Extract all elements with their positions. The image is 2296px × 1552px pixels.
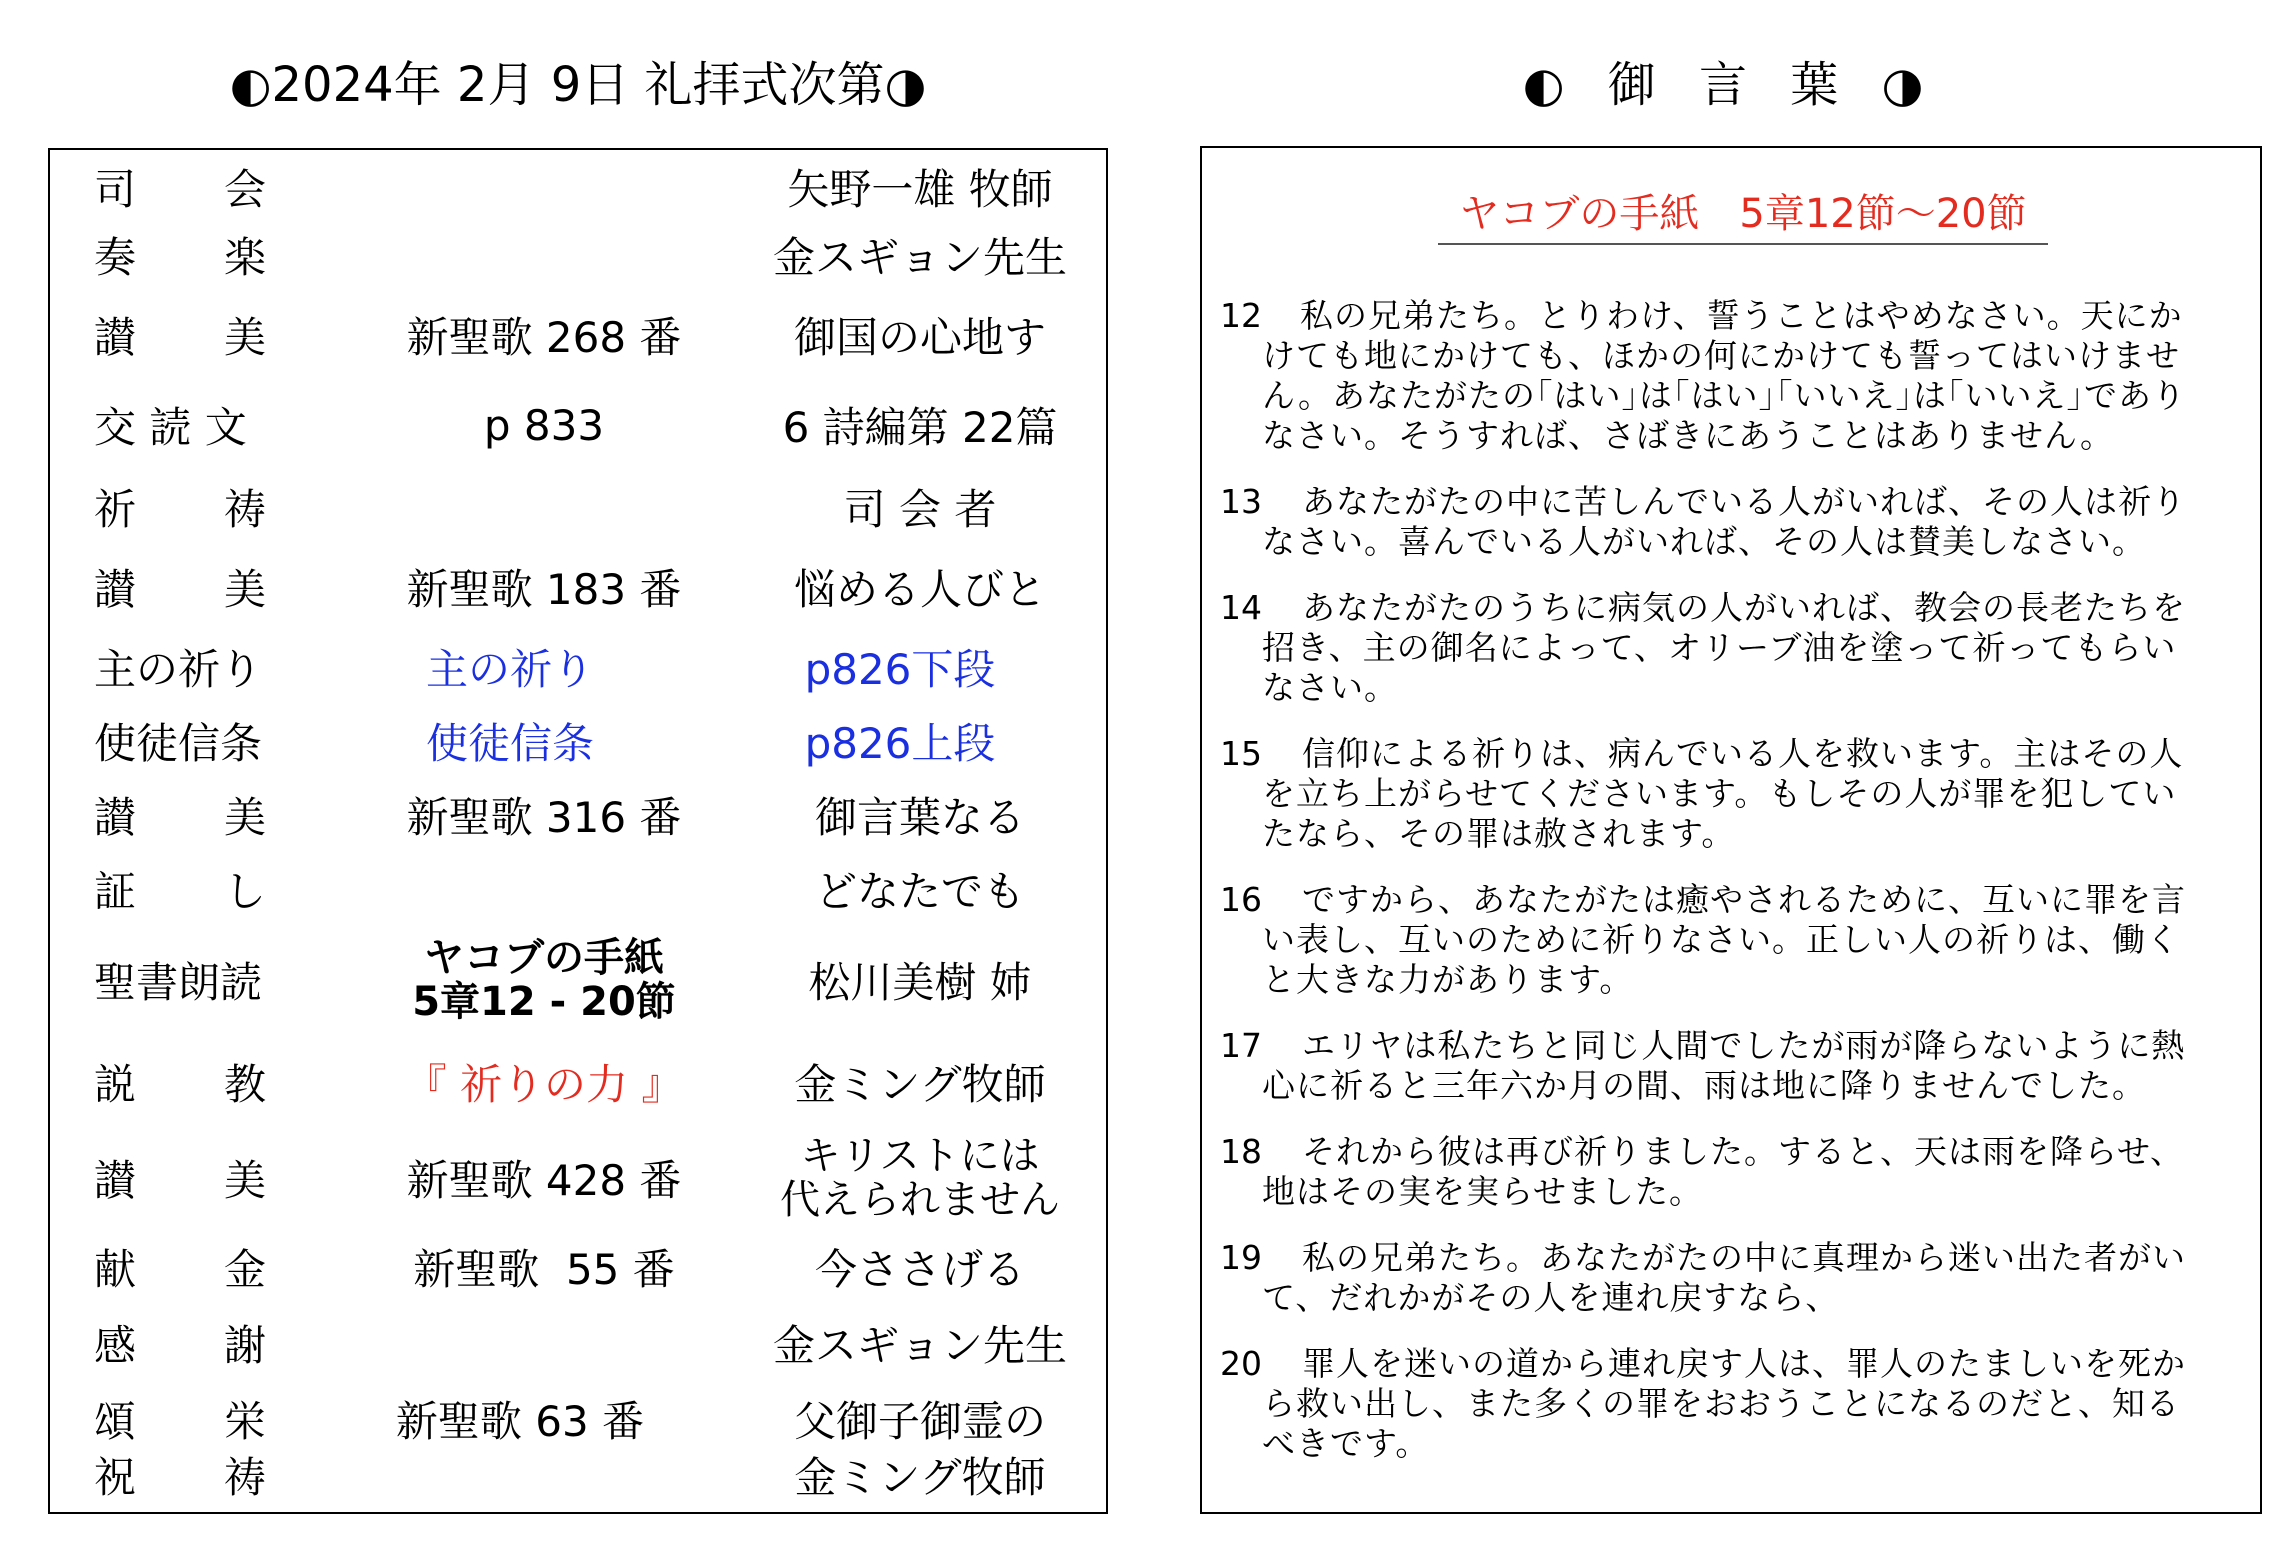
program-row-offering xyxy=(50,1232,1106,1302)
preacher: 金ミング牧師 xyxy=(794,1060,1046,1109)
item-name: 主の祈り xyxy=(94,645,263,694)
program-row-shikai xyxy=(50,154,1106,220)
verse-number: 18 xyxy=(1220,1132,1262,1171)
item-person: 金ミング牧師 xyxy=(794,1453,1046,1502)
program-row-thanksgiving xyxy=(50,1308,1106,1378)
item-name: 讃 美 xyxy=(94,1156,266,1205)
creed-page: p826上段 xyxy=(804,719,996,768)
verse-number: 15 xyxy=(1220,734,1262,773)
item-name: 交 読 文 xyxy=(94,403,247,452)
item-name: 献 金 xyxy=(94,1245,266,1294)
item-name: 使徒信条 xyxy=(94,719,263,768)
program-row-testimony xyxy=(50,854,1106,924)
verse-number: 20 xyxy=(1220,1344,1262,1383)
order-of-service-table xyxy=(48,148,1108,1514)
program-row-sanbi-1 xyxy=(50,300,1106,370)
verse-17: 17 エリヤは私たちと同じ人間でしたが雨が降らないように熱 心に祈ると三年六か月の間、雨は地に降りませんでした。 xyxy=(1220,1026,2186,1105)
hymn-number: 新聖歌 183 番 xyxy=(406,565,682,614)
item-name: 讃 美 xyxy=(94,313,266,362)
item-name: 証 し xyxy=(94,867,266,916)
lords-prayer-link: 主の祈り xyxy=(425,645,594,694)
creed-link: 使徒信条 xyxy=(425,719,594,768)
verse-number: 13 xyxy=(1220,482,1262,521)
program-row-lords-prayer xyxy=(50,632,1106,702)
sermon-title: 『 祈りの力 』 xyxy=(404,1060,684,1109)
program-row-koudokubun xyxy=(50,390,1106,460)
program-row-sougaku xyxy=(50,222,1106,288)
item-name: 祈 祷 xyxy=(94,485,266,534)
item-name: 感 謝 xyxy=(94,1321,266,1370)
program-row-scripture-reading xyxy=(50,928,1106,1032)
item-name: 司 会 xyxy=(94,165,266,214)
verse-16: 16 ですから、あなたがたは癒やされるために、互いに罪を言 い表し、互いのために祈りなさい。正しい人の祈りは、働く と大きな力があります。 xyxy=(1220,880,2186,999)
verse-12: 12 私の兄弟たち。とりわけ、誓うことはやめなさい。天にか けても地にかけても、ほかの何にかけても誓ってはいけませ ん。あなたがたの｢はい｣は｢はい｣｢いいえ｣は｢いいえ｣であり なさい。そうすれば、さばきにあうことはありません。 xyxy=(1220,296,2186,455)
hymn-number: 新聖歌 63 番 xyxy=(395,1397,645,1446)
hymn-number: 新聖歌 316 番 xyxy=(406,793,682,842)
hymn-title: 今ささげる xyxy=(814,1245,1025,1294)
program-row-sanbi-4 xyxy=(50,1130,1106,1226)
scripture-title: ◐ 御 言 葉 ◑ xyxy=(1522,57,1938,113)
reading-title: 6 詩編第 22篇 xyxy=(782,403,1058,452)
item-name: 頌 栄 xyxy=(94,1397,266,1446)
program-row-creed xyxy=(50,706,1106,776)
item-person: 金スギョン先生 xyxy=(772,233,1067,282)
program-row-sermon xyxy=(50,1040,1106,1124)
verse-20: 20 罪人を迷いの道から連れ戻す人は、罪人のたましいを死か ら救い出し、また多くの罪をおおうことになるのだと、知る べきです。 xyxy=(1220,1344,2186,1463)
passage-reference: ヤコブの手紙 5章12節～20節 xyxy=(1438,182,2048,245)
verse-19: 19 私の兄弟たち。あなたがたの中に真理から迷い出た者がい て、だれかがその人を連れ戻すなら、 xyxy=(1220,1238,2186,1317)
item-name: 奏 楽 xyxy=(94,233,266,282)
hymn-title: キリストには 代えられません xyxy=(780,1133,1060,1223)
verse-number: 14 xyxy=(1220,588,1262,627)
verse-number: 17 xyxy=(1220,1026,1262,1065)
item-person: どなたでも xyxy=(814,867,1025,916)
program-row-benediction xyxy=(50,1440,1106,1510)
lords-prayer-page: p826下段 xyxy=(804,645,996,694)
item-name: 聖書朗読 xyxy=(94,958,263,1007)
hymn-number: 新聖歌 268 番 xyxy=(406,313,682,362)
item-name: 祝 祷 xyxy=(94,1453,266,1502)
verse-18: 18 それから彼は再び祈りました。すると、天は雨を降らせ、 地はその実を実らせました。 xyxy=(1220,1132,2185,1211)
item-person: 金スギョン先生 xyxy=(772,1321,1067,1370)
program-row-kitou xyxy=(50,472,1106,542)
verse-number: 19 xyxy=(1220,1238,1262,1277)
hymn-number: 新聖歌 55 番 xyxy=(413,1245,675,1294)
item-person: 司 会 者 xyxy=(843,485,997,534)
item-name: 讃 美 xyxy=(94,565,266,614)
order-of-service-title: ◐2024年 2月 9日 礼拝式次第◑ xyxy=(229,57,927,113)
hymn-number: 新聖歌 428 番 xyxy=(406,1156,682,1205)
hymn-title: 悩める人びと xyxy=(793,565,1046,614)
item-name: 説 教 xyxy=(94,1060,266,1109)
scripture-panel xyxy=(1200,146,2262,1514)
hymn-title: 父御子御霊の xyxy=(793,1397,1046,1446)
hymn-title: 御言葉なる xyxy=(814,793,1025,842)
verse-14: 14 あなたがたのうちに病気の人がいれば、教会の長老たちを 招き、主の御名によって、オリーブ油を塗って祈ってもらい なさい。 xyxy=(1220,588,2186,707)
verse-number: 16 xyxy=(1220,880,1262,919)
reading-page: p 833 xyxy=(483,400,605,450)
verse-15: 15 信仰による祈りは、病んでいる人を救います。主はその人 を立ち上がらせてくださいます。もしその人が罪を犯してい たなら、その罪は赦されます。 xyxy=(1220,734,2184,853)
verse-number: 12 xyxy=(1220,296,1262,335)
hymn-title: 御国の心地す xyxy=(793,313,1046,362)
verse-13: 13 あなたがたの中に苦しんでいる人がいれば、その人は祈り なさい。喜んでいる人がいれば、その人は賛美しなさい。 xyxy=(1220,482,2186,561)
program-row-sanbi-2 xyxy=(50,552,1106,622)
program-row-sanbi-3 xyxy=(50,780,1106,850)
chapter-verses: 5章12 - 20節 xyxy=(412,979,676,1025)
item-person: 松川美樹 姉 xyxy=(808,958,1032,1007)
scripture-reference xyxy=(344,928,744,1032)
item-name: 讃 美 xyxy=(94,793,266,842)
item-person: 矢野一雄 牧師 xyxy=(787,165,1053,214)
book-name: ヤコブの手紙 xyxy=(424,935,664,981)
